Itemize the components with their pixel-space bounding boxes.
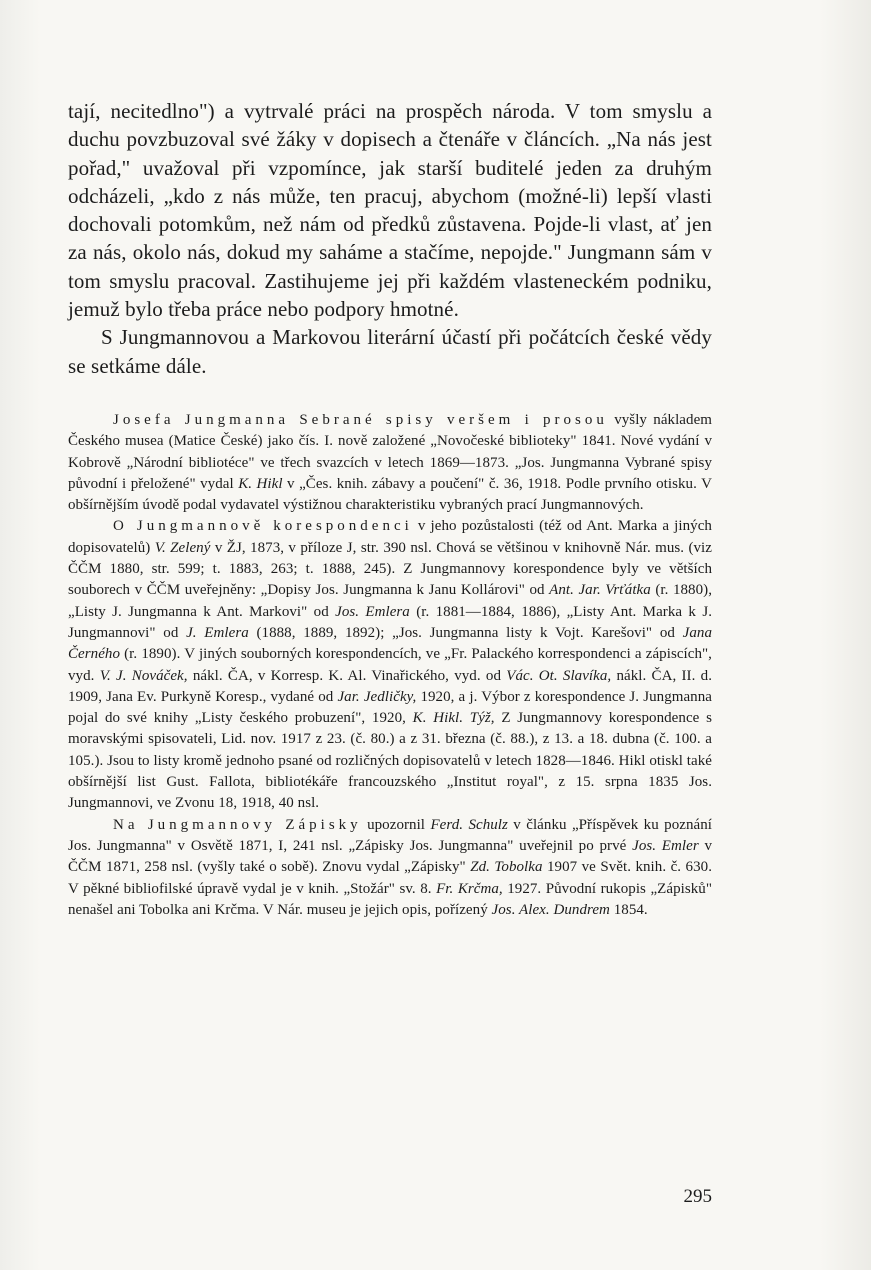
- page-number: 295: [683, 1186, 712, 1207]
- main-text: [68, 97, 712, 380]
- note-lead: Josefa Jungmanna Sebrané spisy veršem i prosou: [113, 411, 608, 428]
- note-lead: Na Jungmannovy Zápisky: [113, 816, 362, 833]
- bibliographic-notes: [68, 410, 712, 921]
- note-lead: O Jungmannově korespondenci: [113, 518, 413, 535]
- note-collected-works: Josefa Jungmanna Sebrané spisy veršem i prosou vyšly nákladem Českého musea (Matice České) jako čís. I. nově založené „Novočeské biblioteky" 1841. Nové vydání v Kobrově „Národní bibliotéce" ve třech svazcích v letech 1869—1873. „Jos. Jungmanna Vybrané spisy původní i přeložené" vydal K. Hikl v „Čes. knih. zábavy a poučení" č. 36, 1918. Podle prvního otisku. V obšírnějším úvodě podal vydavatel výstižnou charakteristiku vybraných prací Jungmannových.: [68, 411, 712, 514]
- note-diary: Na Jungmannovy Zápisky upozornil Ferd. Schulz v článku „Příspěvek ku poznání Jos. Jungmanna" v Osvětě 1871, I, 241 nsl. „Zápisky Jos. Jungmanna" uveřejnil po prvé Jos. Emler v ČČM 1871, 258 nsl. (vyšly také o sobě). Znovu vydal „Zápisky" Zd. Tobolka 1907 ve Svět. knih. č. 630. V pěkné bibliofilské úpravě vydal je v knih. „Stožár" sv. 8. Fr. Krčma, 1927. Původní rukopis „Zápisků" nenašel ani Tobolka ani Krčma. V Nár. museu je jejich opis, pořízený Jos. Alex. Dundrem 1854.: [68, 816, 713, 918]
- note-correspondence: O Jungmannově korespondenci v jeho pozůstalosti (též od Ant. Marka a jiných dopisovatelů) V. Zelený v ŽJ, 1873, v příloze J, str. 390 nsl. Chová se většinou v knihovně Nár. mus. (viz ČČM 1880, str. 599; t. 1883, 263; t. 1888, 245). Z Jungmannovy korespondence byly ve větších souborech v ČČM uveřejněny: „Dopisy Jos. Jungmanna k Janu Kollárovi" od Ant. Jar. Vrťátka (r. 1880), „Listy J. Jungmanna k Ant. Markovi" od Jos. Emlera (r. 1881—1884, 1886), „Listy Ant. Marka k J. Jungmannovi" od J. Emlera (1888, 1889, 1892); „Jos. Jungmanna listy k Vojt. Karešovi" od Jana Černého (r. 1890). V jiných souborných korespondencích, ve „Fr. Palackého korrespondenci a zápiscích", vyd. V. J. Nováček, nákl. ČA, v Korresp. K. Al. Vinařického, vyd. od Vác. Ot. Slavíka, nákl. ČA, II. d. 1909, Jana Ev. Purkyně Koresp., vydané od Jar. Jedličky, 1920, a j. Výbor z korespondence J. Jungmanna pojal do své knihy „Listy českého probuzení", 1920, K. Hikl. Týž, Z Jungmannovy korespondence s moravskými spisovateli, Lid. nov. 1917 z 23. (č. 80.) a z 31. března (č. 88.), z 13. a 18. dubna (č. 100. a 105.). Jsou to listy kromě jednoho psané od rozličných dopisovatelů v letech 1828—1846. Hikl otiskl také obšírnější list Gust. Fallota, bibliotékáře francouzského „Institut royal", z 15. srpna 1835 Jos. Jungmannovi, ve Zvonu 18, 1918, 40 nsl.: [68, 518, 713, 812]
- text-column: [68, 97, 712, 921]
- main-paragraph: tají, necitedlno") a vytrvalé práci na prospěch národa. V tom smyslu a duchu povzbuzoval své žáky v dopisech a čtenáře v článcích. „Na nás jest pořad," uvažoval při vzpomínce, jak starší buditelé jeden za druhým odcházeli, „kdo z nás může, ten pracuj, abychom (možné-li) lepší vlasti dochovali potomkům, než nám od předků zůstavena. Pojde-li vlast, ať jen za nás, okolo nás, dokud my saháme a stačíme, nepojde." Jungmann sám v tom smyslu pracoval. Zastihujeme jej při každém vlasteneckém podniku, jemuž bylo třeba práce nebo podpory hmotné.: [68, 99, 712, 322]
- main-paragraph: S Jungmannovou a Markovou literární účastí při počátcích české vědy se setkáme dále.: [68, 325, 712, 378]
